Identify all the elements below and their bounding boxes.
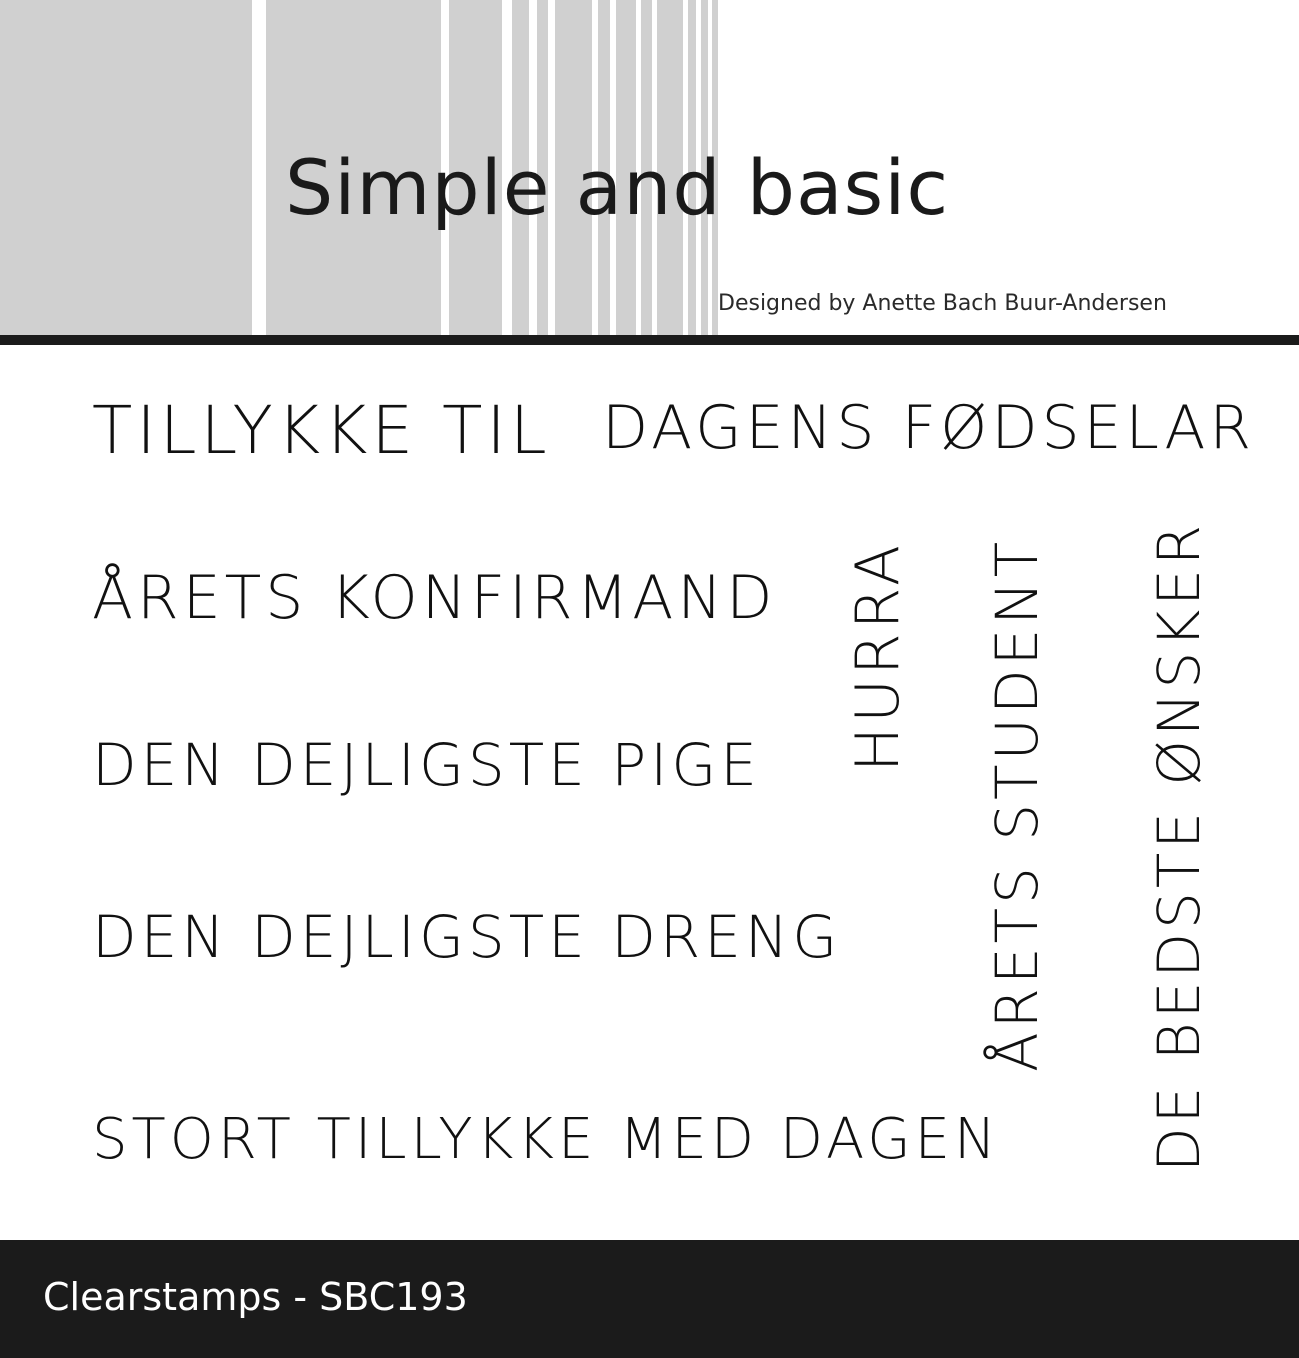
stamp-arets-student: ÅRETS STUDENT	[983, 537, 1051, 1072]
stamp-tillykke-til: TILLYKKE TIL	[92, 392, 551, 469]
stamp-den-dejligste-dreng: DEN DEJLIGSTE DRENG	[92, 903, 842, 971]
header-divider	[0, 335, 1299, 345]
product-code: Clearstamps - SBC193	[43, 1275, 468, 1319]
stamp-dagens-fodselar: DAGENS FØDSELAR	[602, 393, 1256, 463]
header-banner	[0, 0, 1299, 337]
brand-title: Simple and basic	[285, 143, 950, 232]
stamp-arets-konfirmand: ÅRETS KONFIRMAND	[92, 563, 777, 633]
stamp-de-bedste-onsker: DE BEDSTE ØNSKER	[1145, 520, 1213, 1172]
decorative-stripe	[0, 0, 252, 337]
designer-credit: Designed by Anette Bach Buur-Andersen	[718, 291, 1167, 316]
stamp-hurra: HURRA	[843, 540, 913, 772]
stamp-stort-tillykke-med-dagen: STORT TILLYKKE MED DAGEN	[92, 1107, 1000, 1172]
stamp-den-dejligste-pige: DEN DEJLIGSTE PIGE	[92, 731, 761, 799]
